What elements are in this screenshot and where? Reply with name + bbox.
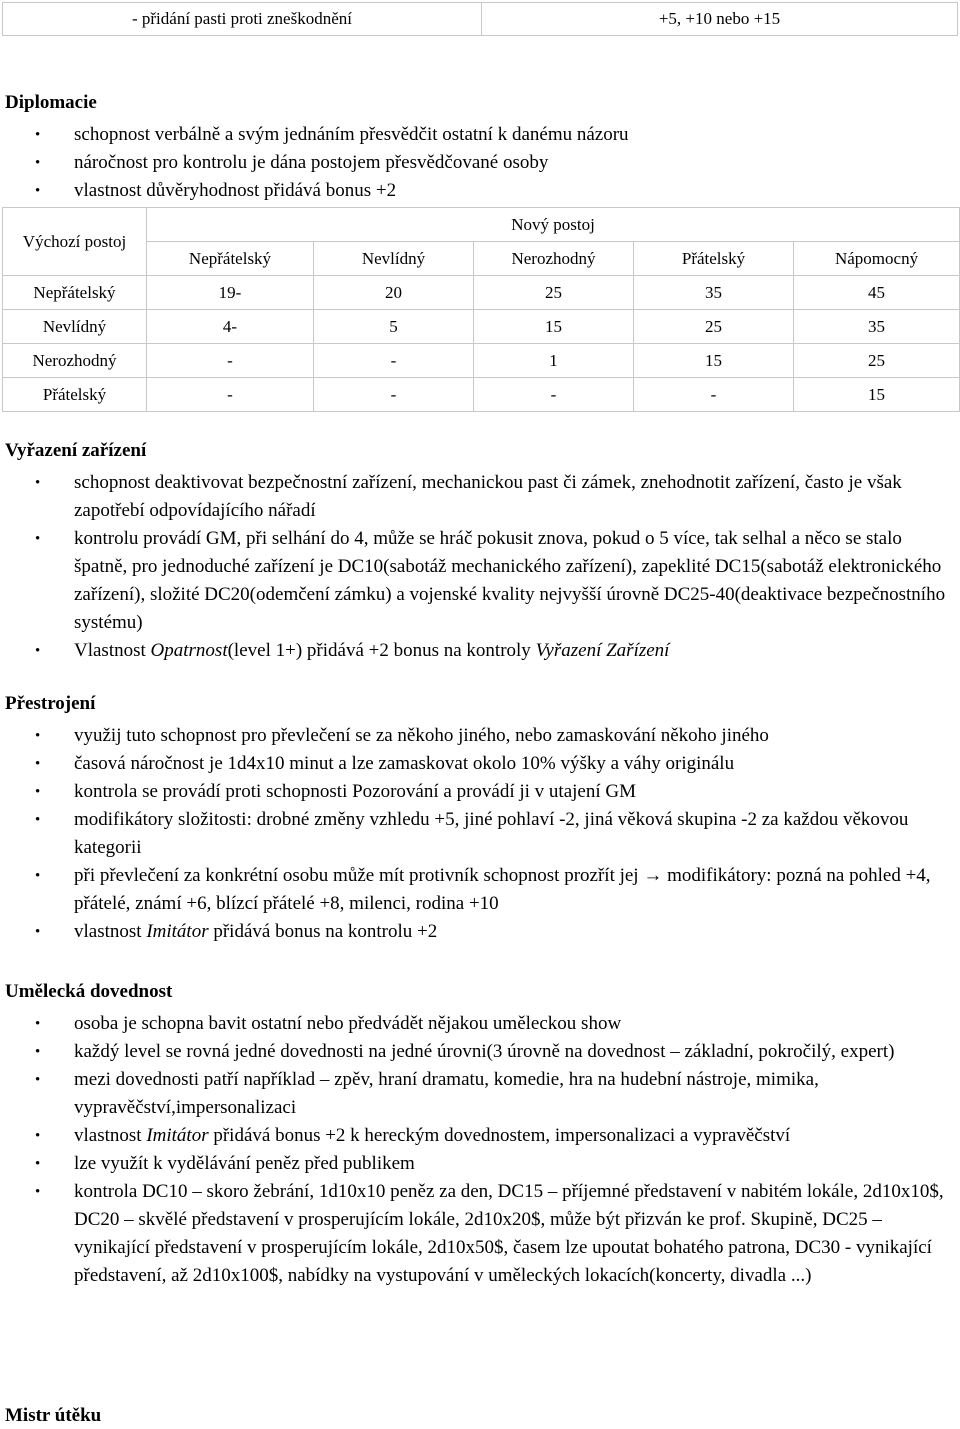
table-cell: - přidání pasti proti zneškodnění bbox=[3, 3, 482, 36]
list-item: • kontrola DC10 – skoro žebrání, 1d10x10 peněz za den, DC15 – příjemné představení v nabitém lokále, 2d10x10$, DC20 – skvělé představení v prosperujícím lokále, 2d10x20$, může být přizván ke prof. Skupině, DC25 – vynikající představení v prosperujícím lokále, 2d10x50$, časem lze upoutat bohatého patrona, DC30 - vynikající představení, až 2d10x100$, nabídky na vystupování v uměleckých lokacích(koncerty, divadla ...) bbox=[0, 1178, 950, 1290]
prestrojeni-list bbox=[0, 722, 950, 946]
table-cell: 15 bbox=[634, 344, 794, 378]
list-item bbox=[0, 918, 950, 946]
vyrazeni-list bbox=[0, 469, 950, 665]
table-cell: 25 bbox=[794, 344, 960, 378]
top-table bbox=[2, 2, 958, 36]
list-item: • schopnost verbálně a svým jednáním přesvědčit ostatní k danému názoru bbox=[0, 121, 950, 149]
table-cell: 1 bbox=[474, 344, 634, 378]
list-item: • schopnost deaktivovat bezpečnostní zařízení, mechanickou past či zámek, znehodnotit zařízení, často je však zapotřebí odpovídajícího nářadí bbox=[0, 469, 950, 525]
row-header: Nepřátelský bbox=[3, 276, 147, 310]
table-corner-header: Výchozí postoj bbox=[3, 208, 147, 276]
table-cell: 35 bbox=[794, 310, 960, 344]
row-header: Nevlídný bbox=[3, 310, 147, 344]
text-span: vlastnost bbox=[74, 1125, 147, 1146]
list-item bbox=[0, 637, 950, 665]
column-header: Nevlídný bbox=[314, 242, 474, 276]
text-span: (level 1+) přidává +2 bonus na kontroly bbox=[227, 640, 536, 661]
list-item: • osoba je schopna bavit ostatní nebo předvádět nějakou uměleckou show bbox=[0, 1010, 950, 1038]
table-row bbox=[3, 310, 960, 344]
column-header: Přátelský bbox=[634, 242, 794, 276]
list-item: • každý level se rovná jedné dovednosti na jedné úrovni(3 úrovně na dovednost – základní, pokročilý, expert) bbox=[0, 1038, 950, 1066]
text-span: přidává bonus na kontrolu +2 bbox=[208, 921, 438, 942]
table-row bbox=[3, 378, 960, 412]
table-row bbox=[3, 3, 958, 36]
table-cell: 20 bbox=[314, 276, 474, 310]
table-cell: 19- bbox=[147, 276, 314, 310]
section-title-vyrazeni: Vyřazení zařízení bbox=[5, 440, 147, 461]
table-cell: - bbox=[634, 378, 794, 412]
italic-term: Imitátor bbox=[146, 1125, 209, 1146]
table-group-header: Nový postoj bbox=[147, 208, 960, 242]
italic-term: Vyřazení Zařízení bbox=[535, 640, 670, 661]
table-cell: - bbox=[147, 344, 314, 378]
table-cell: 25 bbox=[634, 310, 794, 344]
column-header: Nápomocný bbox=[794, 242, 960, 276]
section-title-diplomacie: Diplomacie bbox=[5, 92, 97, 113]
table-header-row bbox=[3, 208, 960, 242]
table-cell: +5, +10 nebo +15 bbox=[482, 3, 958, 36]
list-item: • časová náročnost je 1d4x10 minut a lze zamaskovat okolo 10% výšky a váhy originálu bbox=[0, 750, 950, 778]
table-row bbox=[3, 344, 960, 378]
italic-term: Imitátor bbox=[146, 921, 209, 942]
table-cell: 5 bbox=[314, 310, 474, 344]
table-row bbox=[3, 276, 960, 310]
diplomacie-list bbox=[0, 121, 950, 205]
row-header: Nerozhodný bbox=[3, 344, 147, 378]
table-cell: - bbox=[474, 378, 634, 412]
list-item: • mezi dovednosti patří například – zpěv, hraní dramatu, komedie, hra na hudební nástroje, mimika, vypravěčství,impersonalizaci bbox=[0, 1066, 950, 1122]
section-title-mistr: Mistr útěku bbox=[5, 1405, 102, 1426]
list-item: • modifikátory složitosti: drobné změny vzhledu +5, jiné pohlaví -2, jiná věková skupina -2 za každou věkovou kategorii bbox=[0, 806, 950, 862]
section-title-prestrojeni: Přestrojení bbox=[5, 693, 96, 714]
section-title-umelecka: Umělecká dovednost bbox=[5, 981, 173, 1002]
list-item bbox=[0, 1122, 950, 1150]
list-item: • náročnost pro kontrolu je dána postojem přesvědčované osoby bbox=[0, 149, 950, 177]
list-item: • kontrolu provádí GM, při selhání do 4, může se hráč pokusit znova, pokud o 5 více, tak selhal a něco se stalo špatně, pro jednoduché zařízení je DC10(sabotáž mechanického zařízení), zapeklité DC15(sabotáž elektronického zařízení), složité DC20(odemčení zámku) a vojenské kvality nejvyšší úrovně DC25-40(deaktivace bezpečnostního systému) bbox=[0, 525, 950, 637]
italic-term: Opatrnost bbox=[150, 640, 228, 661]
table-cell: 15 bbox=[474, 310, 634, 344]
list-item: • kontrola se provádí proti schopnosti Pozorování a provádí ji v utajení GM bbox=[0, 778, 950, 806]
table-cell: 15 bbox=[794, 378, 960, 412]
text-span: vlastnost bbox=[74, 921, 147, 942]
row-header: Přátelský bbox=[3, 378, 147, 412]
table-cell: 4- bbox=[147, 310, 314, 344]
stance-table bbox=[2, 207, 960, 412]
column-header: Nepřátelský bbox=[147, 242, 314, 276]
list-item: • při převlečení za konkrétní osobu může mít protivník schopnost prozřít jej → modifikátory: pozná na pohled +4, přátelé, známí +6, blízcí přátelé +8, milenci, rodina +10 bbox=[0, 862, 950, 918]
table-cell: - bbox=[314, 378, 474, 412]
list-item: • vlastnost důvěryhodnost přidává bonus +2 bbox=[0, 177, 950, 205]
column-header: Nerozhodný bbox=[474, 242, 634, 276]
text-span: přidává bonus +2 k hereckým dovednostem, impersonalizaci a vypravěčství bbox=[208, 1125, 791, 1146]
text-span: Vlastnost bbox=[74, 640, 151, 661]
table-cell: 45 bbox=[794, 276, 960, 310]
table-cell: 35 bbox=[634, 276, 794, 310]
umelecka-list bbox=[0, 1010, 950, 1290]
table-cell: 25 bbox=[474, 276, 634, 310]
list-item: • lze využít k vydělávání peněz před publikem bbox=[0, 1150, 950, 1178]
table-cell: - bbox=[147, 378, 314, 412]
table-cell: - bbox=[314, 344, 474, 378]
table-header-row bbox=[3, 242, 960, 276]
list-item: • využij tuto schopnost pro převlečení se za někoho jiného, nebo zamaskování někoho jiného bbox=[0, 722, 950, 750]
